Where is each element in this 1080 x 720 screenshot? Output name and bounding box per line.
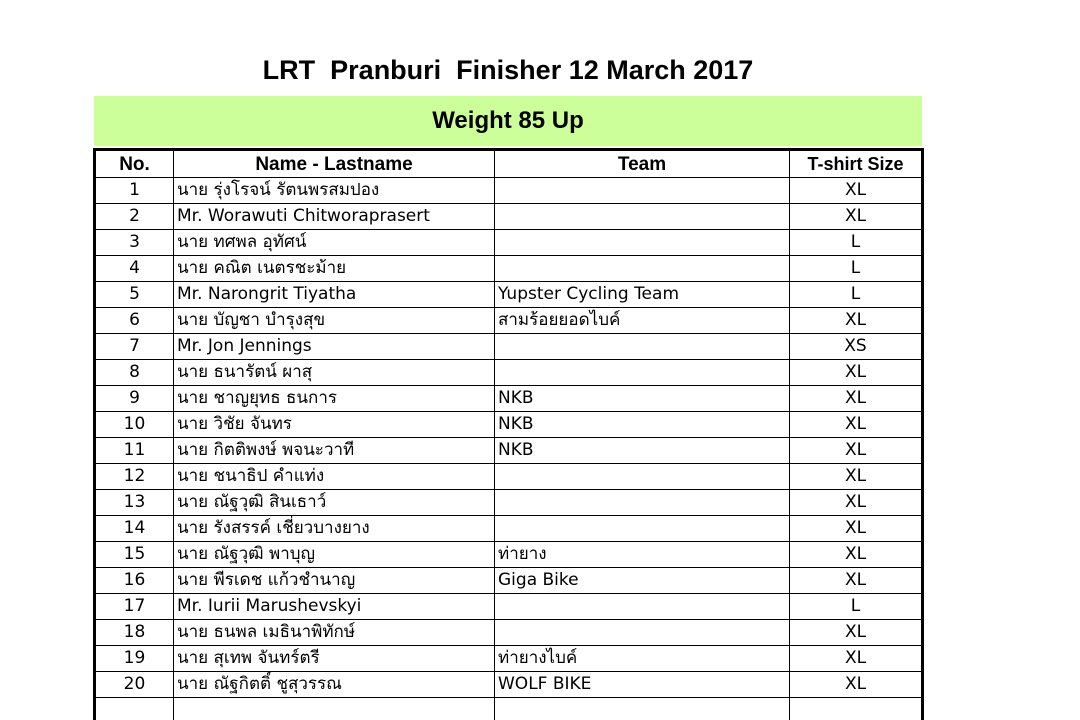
table-row bbox=[95, 620, 923, 646]
cell-tshirt-size: XL bbox=[790, 490, 923, 516]
cell-no: 2 bbox=[95, 204, 174, 230]
cell-tshirt-size: XL bbox=[790, 178, 923, 204]
cell-team bbox=[495, 490, 790, 516]
cell-team: WOLF BIKE bbox=[495, 672, 790, 698]
cell-no: 6 bbox=[95, 308, 174, 334]
cell-name bbox=[174, 698, 495, 720]
cell-tshirt-size: L bbox=[790, 256, 923, 282]
cell-tshirt-size: XS bbox=[790, 334, 923, 360]
cell-team: NKB bbox=[495, 438, 790, 464]
cell-team: ท่ายาง bbox=[495, 542, 790, 568]
cell-name: นาย สุเทพ จันทร์ตรี bbox=[174, 646, 495, 672]
cell-no: 15 bbox=[95, 542, 174, 568]
cell-team: ท่ายางไบค์ bbox=[495, 646, 790, 672]
table-row bbox=[95, 412, 923, 438]
cell-tshirt-size: XL bbox=[790, 646, 923, 672]
table-row bbox=[95, 386, 923, 412]
cell-name: นาย วิชัย จันทร bbox=[174, 412, 495, 438]
table-row bbox=[95, 178, 923, 204]
header-team: Team bbox=[495, 150, 790, 178]
cell-tshirt-size bbox=[790, 698, 923, 720]
cell-name: นาย ธนารัตน์ ผาสุ bbox=[174, 360, 495, 386]
cell-name: Mr. Worawuti Chitworaprasert bbox=[174, 204, 495, 230]
cell-team bbox=[495, 204, 790, 230]
document-title: LRT Pranburi Finisher 12 March 2017 bbox=[262, 55, 754, 85]
cell-tshirt-size: XL bbox=[790, 568, 923, 594]
cell-no: 5 bbox=[95, 282, 174, 308]
cell-team: NKB bbox=[495, 412, 790, 438]
cell-team bbox=[495, 620, 790, 646]
table-row bbox=[95, 646, 923, 672]
cell-team bbox=[495, 464, 790, 490]
cell-team bbox=[495, 516, 790, 542]
cell-team bbox=[495, 360, 790, 386]
cell-name: นาย ชนาธิป คำแท่ง bbox=[174, 464, 495, 490]
cell-tshirt-size: L bbox=[790, 230, 923, 256]
cell-no: 11 bbox=[95, 438, 174, 464]
cell-name: นาย รังสรรค์ เชี่ยวบางยาง bbox=[174, 516, 495, 542]
cell-name: นาย ณัฐวุฒิ สินเธาว์ bbox=[174, 490, 495, 516]
cell-no: 1 bbox=[95, 178, 174, 204]
header-no: No. bbox=[95, 150, 174, 178]
cell-name: Mr. Iurii Marushevskyi bbox=[174, 594, 495, 620]
table-row bbox=[95, 230, 923, 256]
cell-team: NKB bbox=[495, 386, 790, 412]
table-body bbox=[95, 178, 923, 720]
cell-no: 18 bbox=[95, 620, 174, 646]
table-row bbox=[95, 334, 923, 360]
table-row bbox=[95, 568, 923, 594]
cell-tshirt-size: XL bbox=[790, 360, 923, 386]
table-row bbox=[95, 464, 923, 490]
cell-no: 14 bbox=[95, 516, 174, 542]
cell-tshirt-size: XL bbox=[790, 464, 923, 490]
cell-tshirt-size: XL bbox=[790, 412, 923, 438]
table-row bbox=[95, 594, 923, 620]
cell-no: 12 bbox=[95, 464, 174, 490]
cell-tshirt-size: XL bbox=[790, 516, 923, 542]
cell-tshirt-size: XL bbox=[790, 542, 923, 568]
cell-no: 19 bbox=[95, 646, 174, 672]
cell-name: นาย รุ่งโรจน์ รัตนพรสมปอง bbox=[174, 178, 495, 204]
cell-tshirt-size: XL bbox=[790, 204, 923, 230]
cell-no bbox=[95, 698, 174, 720]
cell-no: 16 bbox=[95, 568, 174, 594]
cell-name: Mr. Narongrit Tiyatha bbox=[174, 282, 495, 308]
cell-no: 9 bbox=[95, 386, 174, 412]
table-row bbox=[95, 282, 923, 308]
cell-no: 3 bbox=[95, 230, 174, 256]
cell-name: นาย ณัฐกิตติ์ ชูสุวรรณ bbox=[174, 672, 495, 698]
table-row bbox=[95, 256, 923, 282]
cell-team: Yupster Cycling Team bbox=[495, 282, 790, 308]
cell-name: นาย ธนพล เมธินาพิทักษ์ bbox=[174, 620, 495, 646]
cell-name: นาย ชาญยุทธ ธนการ bbox=[174, 386, 495, 412]
cell-tshirt-size: XL bbox=[790, 438, 923, 464]
cell-team bbox=[495, 178, 790, 204]
cell-tshirt-size: L bbox=[790, 282, 923, 308]
cell-name: นาย ณัฐวุฒิ พาบุญ bbox=[174, 542, 495, 568]
cell-no: 4 bbox=[95, 256, 174, 282]
cell-team bbox=[495, 594, 790, 620]
header-name: Name - Lastname bbox=[174, 150, 495, 178]
cell-tshirt-size: XL bbox=[790, 308, 923, 334]
cell-tshirt-size: XL bbox=[790, 620, 923, 646]
cell-name: นาย พีรเดช แก้วชำนาญ bbox=[174, 568, 495, 594]
cell-name: นาย ทศพล อุทัศน์ bbox=[174, 230, 495, 256]
cell-name: นาย คณิต เนตรชะม้าย bbox=[174, 256, 495, 282]
table-row bbox=[95, 672, 923, 698]
cell-tshirt-size: XL bbox=[790, 672, 923, 698]
table-row bbox=[95, 542, 923, 568]
cell-no: 13 bbox=[95, 490, 174, 516]
cell-name: นาย กิตติพงษ์ พจนะวาที bbox=[174, 438, 495, 464]
cell-no: 8 bbox=[95, 360, 174, 386]
table-row bbox=[95, 516, 923, 542]
table-header-row bbox=[95, 150, 923, 178]
cell-no: 10 bbox=[95, 412, 174, 438]
cell-team: สามร้อยยอดไบค์ bbox=[495, 308, 790, 334]
cell-no: 17 bbox=[95, 594, 174, 620]
cell-name: นาย บัญชา บำรุงสุข bbox=[174, 308, 495, 334]
table-row bbox=[95, 698, 923, 720]
table-row bbox=[95, 204, 923, 230]
cell-team bbox=[495, 256, 790, 282]
cell-team bbox=[495, 334, 790, 360]
table-row bbox=[95, 490, 923, 516]
cell-tshirt-size: L bbox=[790, 594, 923, 620]
finisher-table bbox=[93, 148, 924, 720]
cell-name: Mr. Jon Jennings bbox=[174, 334, 495, 360]
cell-team bbox=[495, 230, 790, 256]
cell-tshirt-size: XL bbox=[790, 386, 923, 412]
header-tshirt-size: T-shirt Size bbox=[790, 150, 923, 178]
cell-team bbox=[495, 698, 790, 720]
table-row bbox=[95, 438, 923, 464]
cell-no: 7 bbox=[95, 334, 174, 360]
cell-no: 20 bbox=[95, 672, 174, 698]
weight-class-band: Weight 85 Up bbox=[94, 96, 922, 146]
cell-team: Giga Bike bbox=[495, 568, 790, 594]
table-row bbox=[95, 360, 923, 386]
table-row bbox=[95, 308, 923, 334]
